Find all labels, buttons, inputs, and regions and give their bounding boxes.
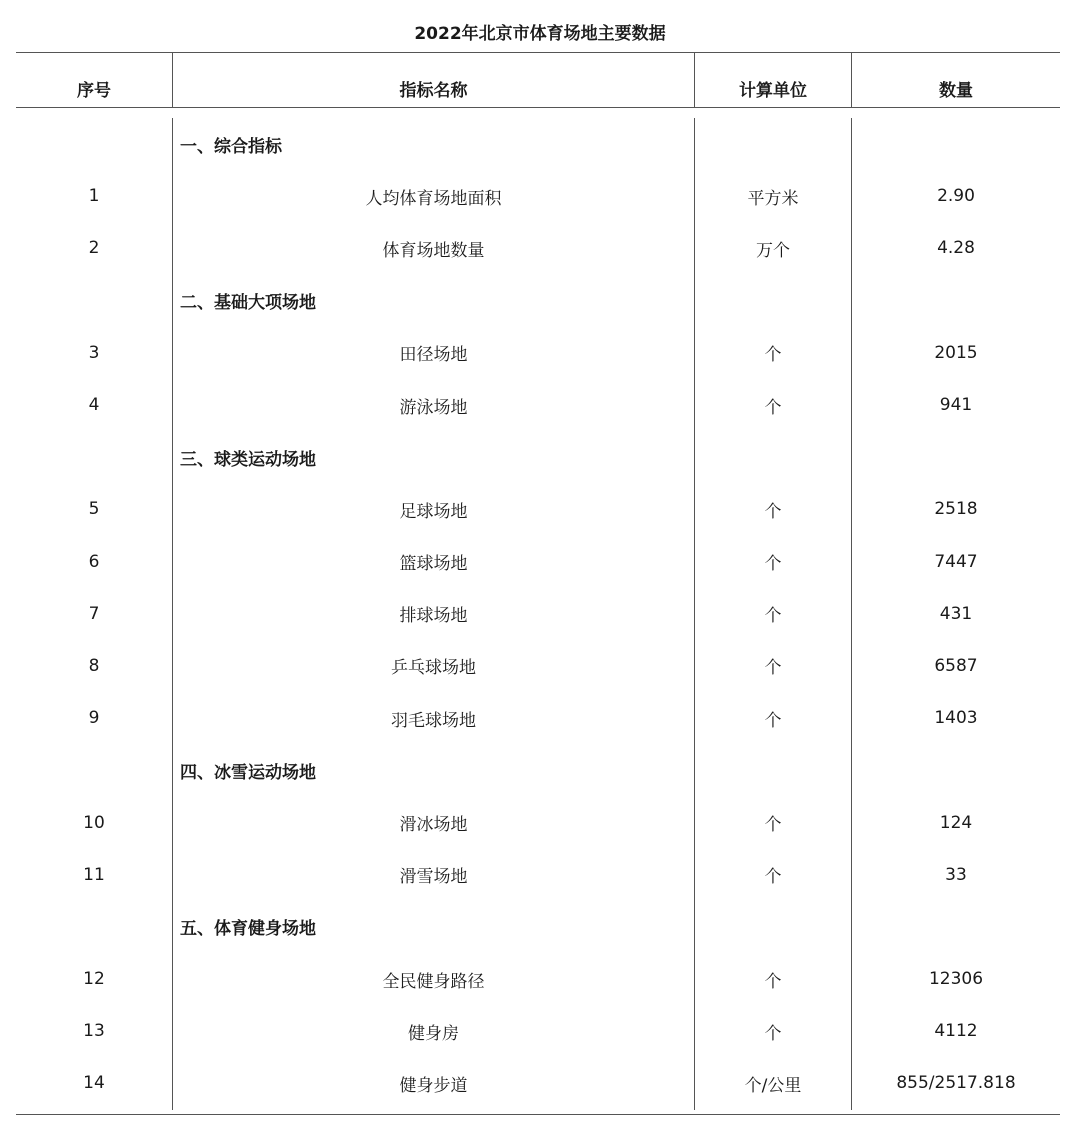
row-index bbox=[16, 431, 172, 483]
unit-cell: 个 bbox=[694, 692, 851, 744]
row-index bbox=[16, 744, 172, 796]
indicator-name: 足球场地 bbox=[172, 483, 694, 535]
row-index: 2 bbox=[88, 238, 100, 259]
unit-cell: 个 bbox=[694, 483, 851, 535]
section-heading: 三、球类运动场地 bbox=[172, 431, 694, 483]
section-row bbox=[16, 431, 1060, 483]
table-row bbox=[16, 536, 1060, 588]
quantity-cell: 431 bbox=[851, 588, 1060, 640]
unit-cell: 个 bbox=[694, 379, 851, 431]
quantity-cell: 6587 bbox=[851, 640, 1060, 692]
row-index: 11 bbox=[83, 864, 105, 885]
unit-cell: 个 bbox=[694, 588, 851, 640]
table-row bbox=[16, 327, 1060, 379]
row-index: 10 bbox=[83, 812, 105, 833]
quantity-cell bbox=[851, 431, 1060, 483]
section-row bbox=[16, 744, 1060, 796]
section-row bbox=[16, 275, 1060, 327]
unit-cell bbox=[694, 901, 851, 953]
header-indicator-name: 指标名称 bbox=[172, 53, 694, 107]
indicator-name: 田径场地 bbox=[172, 327, 694, 379]
header-unit: 计算单位 bbox=[694, 53, 851, 107]
quantity-cell: 7447 bbox=[851, 536, 1060, 588]
unit-cell: 个/公里 bbox=[694, 1057, 851, 1109]
indicator-name: 游泳场地 bbox=[172, 379, 694, 431]
section-row bbox=[16, 118, 1060, 170]
indicator-name: 人均体育场地面积 bbox=[172, 170, 694, 222]
unit-cell bbox=[694, 275, 851, 327]
row-index: 14 bbox=[83, 1073, 105, 1094]
row-index bbox=[16, 275, 172, 327]
quantity-cell: 855/2517.818 bbox=[851, 1057, 1060, 1109]
section-heading: 一、综合指标 bbox=[172, 118, 694, 170]
row-index: 9 bbox=[88, 708, 100, 729]
quantity-cell bbox=[851, 901, 1060, 953]
quantity-cell: 941 bbox=[851, 379, 1060, 431]
quantity-cell: 4.28 bbox=[851, 222, 1060, 274]
header-quantity: 数量 bbox=[851, 53, 1060, 107]
quantity-cell bbox=[851, 275, 1060, 327]
row-index: 5 bbox=[88, 499, 100, 520]
row-index: 3 bbox=[88, 342, 100, 363]
unit-cell: 个 bbox=[694, 640, 851, 692]
unit-cell: 个 bbox=[694, 536, 851, 588]
table-row bbox=[16, 379, 1060, 431]
section-heading: 五、体育健身场地 bbox=[172, 901, 694, 953]
indicator-name: 体育场地数量 bbox=[172, 222, 694, 274]
table-row bbox=[16, 1005, 1060, 1057]
indicator-name: 篮球场地 bbox=[172, 536, 694, 588]
table-row bbox=[16, 588, 1060, 640]
row-index bbox=[16, 118, 172, 170]
unit-cell bbox=[694, 744, 851, 796]
quantity-cell: 12306 bbox=[851, 953, 1060, 1005]
data-table bbox=[16, 52, 1060, 1115]
quantity-cell: 2.90 bbox=[851, 170, 1060, 222]
table-row bbox=[16, 953, 1060, 1005]
quantity-cell bbox=[851, 744, 1060, 796]
table-row bbox=[16, 640, 1060, 692]
row-index: 13 bbox=[83, 1021, 105, 1042]
row-index: 12 bbox=[83, 969, 105, 990]
unit-cell: 个 bbox=[694, 327, 851, 379]
table-row bbox=[16, 483, 1060, 535]
row-index: 6 bbox=[88, 551, 100, 572]
unit-cell: 万个 bbox=[694, 222, 851, 274]
section-heading: 二、基础大项场地 bbox=[172, 275, 694, 327]
indicator-name: 羽毛球场地 bbox=[172, 692, 694, 744]
row-index: 7 bbox=[88, 603, 100, 624]
table-row bbox=[16, 796, 1060, 848]
section-row bbox=[16, 901, 1060, 953]
row-index: 4 bbox=[88, 395, 100, 416]
unit-cell bbox=[694, 431, 851, 483]
unit-cell: 个 bbox=[694, 953, 851, 1005]
row-index bbox=[16, 901, 172, 953]
indicator-name: 全民健身路径 bbox=[172, 953, 694, 1005]
table-body bbox=[16, 108, 1060, 1114]
indicator-name: 健身步道 bbox=[172, 1057, 694, 1109]
table-row bbox=[16, 849, 1060, 901]
unit-cell: 个 bbox=[694, 1005, 851, 1057]
table-title: 2022年北京市体育场地主要数据 bbox=[414, 24, 666, 44]
unit-cell: 个 bbox=[694, 849, 851, 901]
quantity-cell: 2015 bbox=[851, 327, 1060, 379]
header-index: 序号 bbox=[77, 80, 111, 101]
table-row bbox=[16, 692, 1060, 744]
quantity-cell: 33 bbox=[851, 849, 1060, 901]
indicator-name: 排球场地 bbox=[172, 588, 694, 640]
table-row bbox=[16, 1057, 1060, 1109]
indicator-name: 健身房 bbox=[172, 1005, 694, 1057]
quantity-cell: 1403 bbox=[851, 692, 1060, 744]
table-header-row bbox=[16, 53, 1060, 108]
quantity-cell: 2518 bbox=[851, 483, 1060, 535]
indicator-name: 乒乓球场地 bbox=[172, 640, 694, 692]
unit-cell bbox=[694, 118, 851, 170]
indicator-name: 滑冰场地 bbox=[172, 796, 694, 848]
indicator-name: 滑雪场地 bbox=[172, 849, 694, 901]
unit-cell: 个 bbox=[694, 796, 851, 848]
row-index: 8 bbox=[88, 655, 100, 676]
quantity-cell: 4112 bbox=[851, 1005, 1060, 1057]
table-row bbox=[16, 170, 1060, 222]
unit-cell: 平方米 bbox=[694, 170, 851, 222]
quantity-cell: 124 bbox=[851, 796, 1060, 848]
row-index: 1 bbox=[88, 186, 100, 207]
quantity-cell bbox=[851, 118, 1060, 170]
table-row bbox=[16, 222, 1060, 274]
section-heading: 四、冰雪运动场地 bbox=[172, 744, 694, 796]
